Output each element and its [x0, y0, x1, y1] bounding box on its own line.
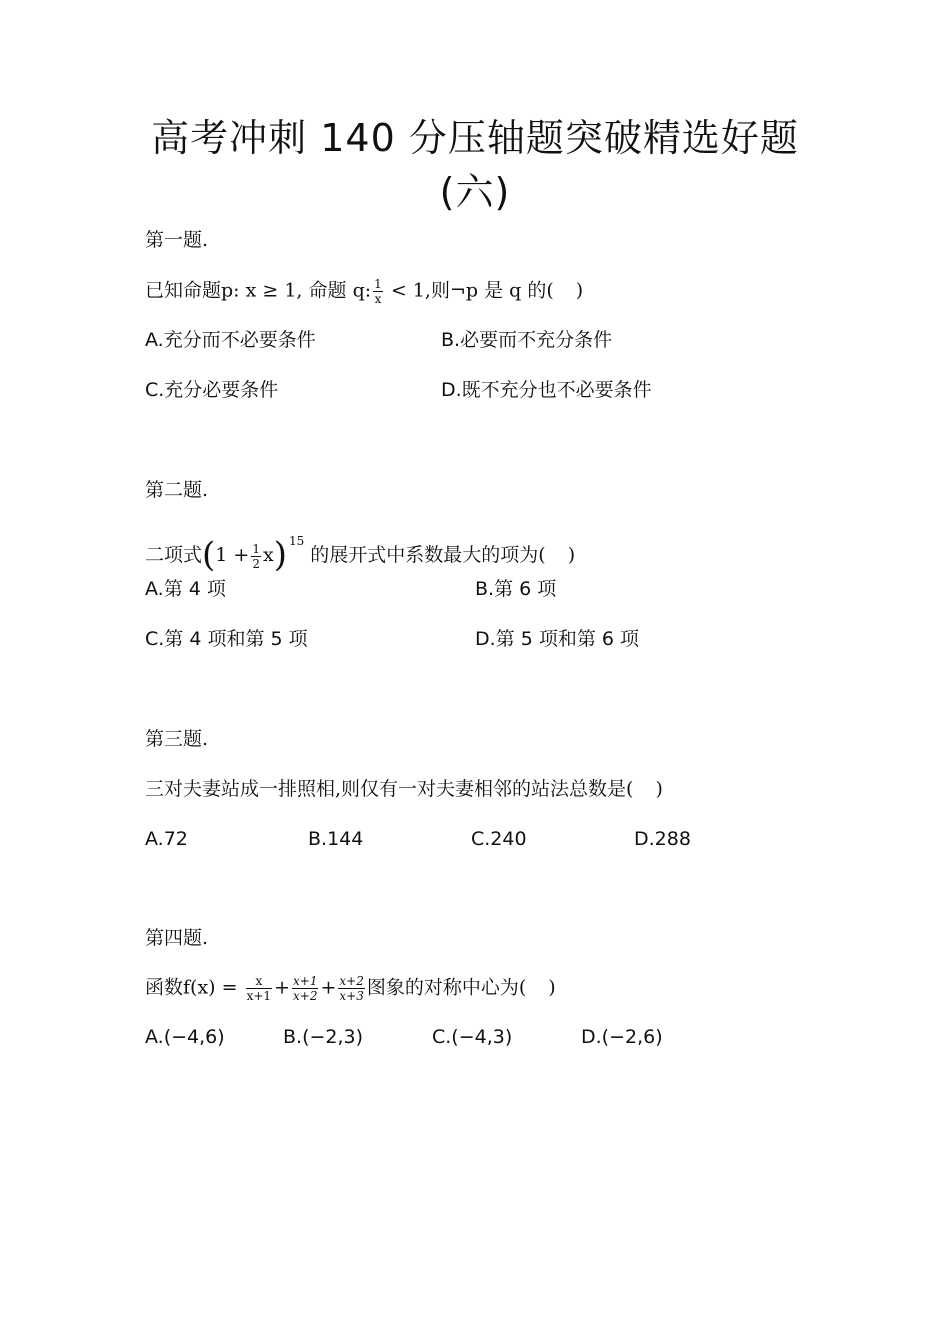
q2-text: [145, 528, 576, 575]
document-subtitle: (六): [439, 170, 511, 214]
q4-option-d[interactable]: D.(−2,6): [581, 1026, 663, 1048]
q1-option-c[interactable]: C.充分必要条件: [145, 379, 279, 401]
q2-text-part: 的展开式中系数最大的项为(: [310, 544, 546, 566]
q1-option-a[interactable]: A.充分而不必要条件: [145, 329, 316, 351]
q1-option-b[interactable]: B.必要而不充分条件: [441, 329, 613, 351]
q4-heading: 第四题.: [145, 927, 209, 949]
document-title: 高考冲刺 140 分压轴题突破精选好题: [151, 116, 799, 160]
q1-text-part: 命题: [308, 279, 347, 302]
q1-math-q2: q: [509, 279, 522, 302]
q4-text-part: 函数: [145, 976, 184, 999]
q3-option-b[interactable]: B.144: [308, 828, 364, 850]
q3-text-part: 三对夫妻站成一排照相,则仅有一对夫妻相邻的站法总数是(: [145, 778, 634, 800]
q4-option-a[interactable]: A.(−4,6): [145, 1026, 225, 1048]
q4-text-part: 图象的对称中心为(: [366, 976, 527, 999]
q2-frac-den: 2: [252, 556, 260, 571]
q1-fraction: [373, 277, 383, 306]
q3-heading: 第三题.: [145, 728, 209, 750]
q4-frac3-num: x+2: [339, 974, 364, 988]
q1-option-d[interactable]: D.既不充分也不必要条件: [441, 379, 652, 401]
q4-frac2-den: x+2: [293, 989, 318, 1003]
q3-option-c[interactable]: C.240: [471, 828, 527, 850]
q3-close-paren: ): [655, 778, 663, 800]
q1-text-part: 是: [484, 279, 504, 302]
q4-plus: +: [274, 976, 290, 999]
q4-math-fx: f(x) =: [183, 976, 238, 999]
q2-fraction: [251, 542, 261, 571]
q3-option-a[interactable]: A.72: [145, 828, 188, 850]
q4-frac2-num: x+1: [293, 974, 318, 988]
q2-option-d[interactable]: D.第 5 项和第 6 项: [475, 628, 640, 650]
q1-frac-den: x: [374, 292, 382, 306]
q1-text-part: 的(: [527, 279, 554, 302]
q1-text: [145, 277, 583, 306]
q2-right-paren: ): [273, 535, 287, 575]
q4-plus: +: [320, 976, 337, 999]
q1-math-ineq: < 1,: [390, 279, 431, 302]
q1-math-q: q:: [352, 279, 372, 302]
q4-frac1-den: x+1: [246, 989, 272, 1003]
q2-option-c[interactable]: C.第 4 项和第 5 项: [145, 628, 308, 650]
q4-text: [145, 974, 556, 1003]
q1-heading: 第一题.: [145, 229, 209, 251]
q4-frac1-num: x: [246, 974, 272, 989]
q2-math-x: x: [262, 544, 274, 566]
q2-exponent: 15: [288, 534, 305, 548]
q2-option-b[interactable]: B.第 6 项: [475, 578, 557, 600]
q4-fraction-1: [246, 974, 272, 1003]
q3-option-d[interactable]: D.288: [634, 828, 691, 850]
q2-heading: 第二题.: [145, 479, 209, 501]
q2-close-paren: ): [567, 544, 576, 566]
q4-option-c[interactable]: C.(−4,3): [432, 1026, 513, 1048]
q1-frac-num: 1: [374, 277, 382, 291]
q4-close-paren: ): [548, 976, 556, 999]
q2-math-one: 1 +: [215, 544, 250, 566]
q4-frac3-den: x+3: [339, 989, 364, 1003]
q1-text-part: 则¬p: [430, 279, 479, 302]
q2-left-paren: (: [202, 535, 216, 575]
q1-math-p: p: x ≥ 1,: [221, 279, 303, 302]
q2-option-a[interactable]: A.第 4 项: [145, 578, 226, 600]
q4-option-b[interactable]: B.(−2,3): [283, 1026, 364, 1048]
q4-fraction-2: [292, 974, 318, 1003]
q1-text-part: 已知命题: [145, 279, 222, 302]
q2-text-part: 二项式: [145, 544, 203, 566]
q2-frac-num: 1: [252, 541, 260, 556]
q1-close-paren: ): [575, 279, 584, 302]
q4-fraction-3: [338, 974, 364, 1003]
q3-text: [145, 776, 663, 802]
